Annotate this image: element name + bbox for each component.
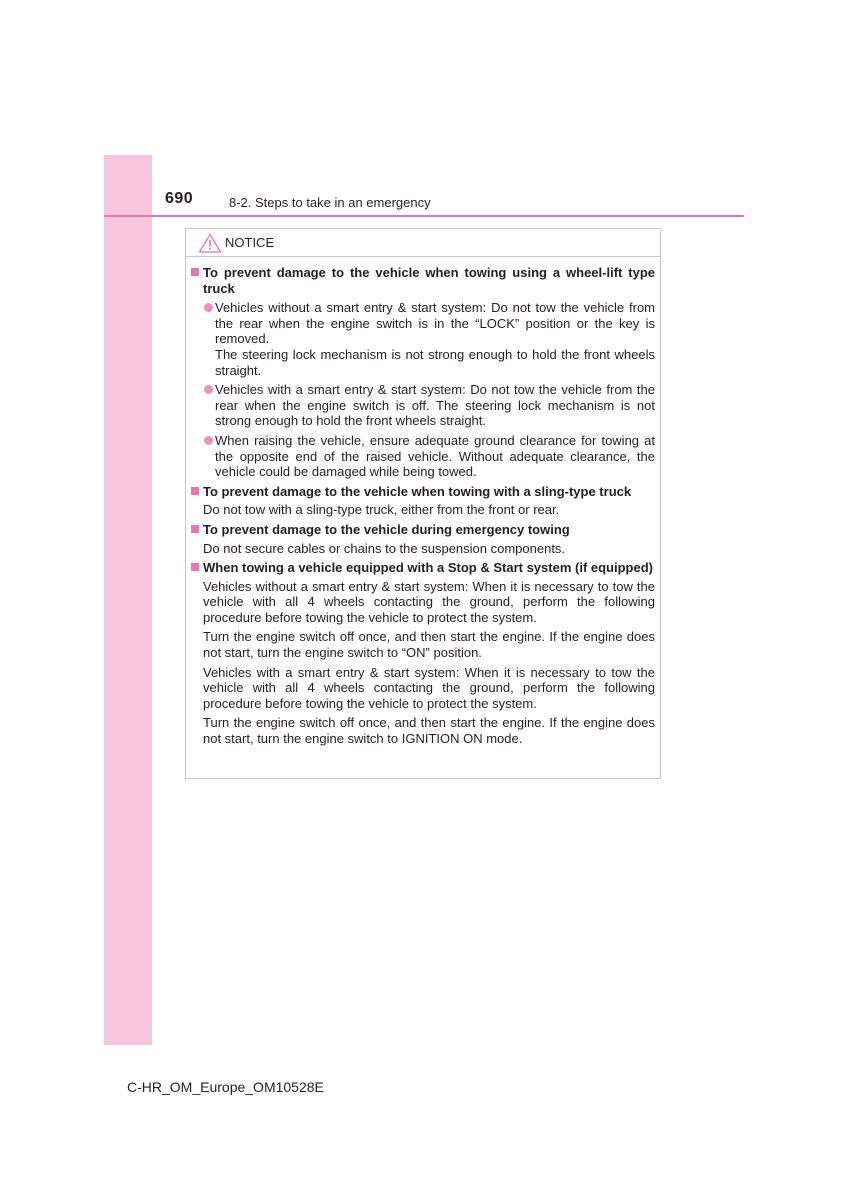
notice-item (190, 560, 655, 747)
chapter-side-tab (104, 155, 152, 1045)
notice-paragraph: Turn the engine switch off once, and then start the engine. If the engine does not start, turn the engine switch to “ON” position. (203, 629, 655, 661)
square-bullet-icon (191, 525, 199, 533)
footer-doc-id: C-HR_OM_Europe_OM10528E (127, 1079, 324, 1095)
square-bullet-icon (191, 268, 199, 276)
page-number: 690 (165, 190, 194, 207)
notice-body (186, 257, 660, 747)
notice-item-heading: To prevent damage to the vehicle when towing using a wheel-lift type truck (203, 265, 655, 296)
bullet-paragraph: Vehicles without a smart entry & start system: Do not tow the vehicle from the rear when the engine switch is in the “LOCK” position or the key is removed. (215, 300, 655, 347)
notice-paragraph: Turn the engine switch off once, and then start the engine. If the engine does not start, turn the engine switch to IGNITION ON mode. (203, 715, 655, 747)
notice-item (190, 484, 655, 518)
notice-item (190, 265, 655, 480)
notice-paragraph: Do not tow with a sling-type truck, either from the front or rear. (203, 502, 560, 518)
notice-paragraph: Do not secure cables or chains to the suspension components. (203, 540, 566, 556)
round-bullet-icon (204, 436, 213, 445)
header-rule (104, 215, 744, 217)
notice-bullet (203, 382, 655, 429)
warning-triangle-icon (198, 233, 222, 253)
round-bullet-icon (204, 385, 213, 394)
notice-bullet (203, 300, 655, 378)
notice-paragraph: Vehicles with a smart entry & start system: When it is necessary to tow the vehicle with all 4 wheels contacting the ground, perform the following procedure before towing the vehicle to protect the system. (203, 664, 655, 711)
square-bullet-icon (191, 563, 199, 571)
notice-item-heading: To prevent damage to the vehicle during emergency towing (203, 521, 570, 537)
notice-item-heading: When towing a vehicle equipped with a Stop & Start system (if equipped) (203, 560, 653, 576)
notice-header (186, 229, 660, 257)
notice-paragraph: Vehicles without a smart entry & start system: When it is necessary to tow the vehicle with all 4 wheels contacting the ground, perform the following procedure before towing the vehicle to protect the system. (203, 578, 655, 625)
section-title: 8-2. Steps to take in an emergency (229, 195, 431, 210)
square-bullet-icon (191, 487, 199, 495)
notice-bullet (203, 433, 655, 480)
notice-label: NOTICE (225, 235, 275, 250)
bullet-paragraph: When raising the vehicle, ensure adequate ground clearance for towing at the opposite end of the raised vehicle. Without adequate clearance, the vehicle could be damaged while being towed. (215, 432, 655, 480)
notice-item (190, 522, 655, 556)
bullet-paragraph: Vehicles with a smart entry & start system: Do not tow the vehicle from the rear when the engine switch is off. The steering lock mechanism is not strong enough to hold the front wheels straight. (215, 382, 655, 429)
bullet-paragraph: The steering lock mechanism is not strong enough to hold the front wheels straight. (215, 346, 655, 378)
round-bullet-icon (204, 303, 213, 312)
notice-box (185, 228, 661, 779)
notice-item-heading: To prevent damage to the vehicle when towing with a sling-type truck (203, 483, 632, 499)
